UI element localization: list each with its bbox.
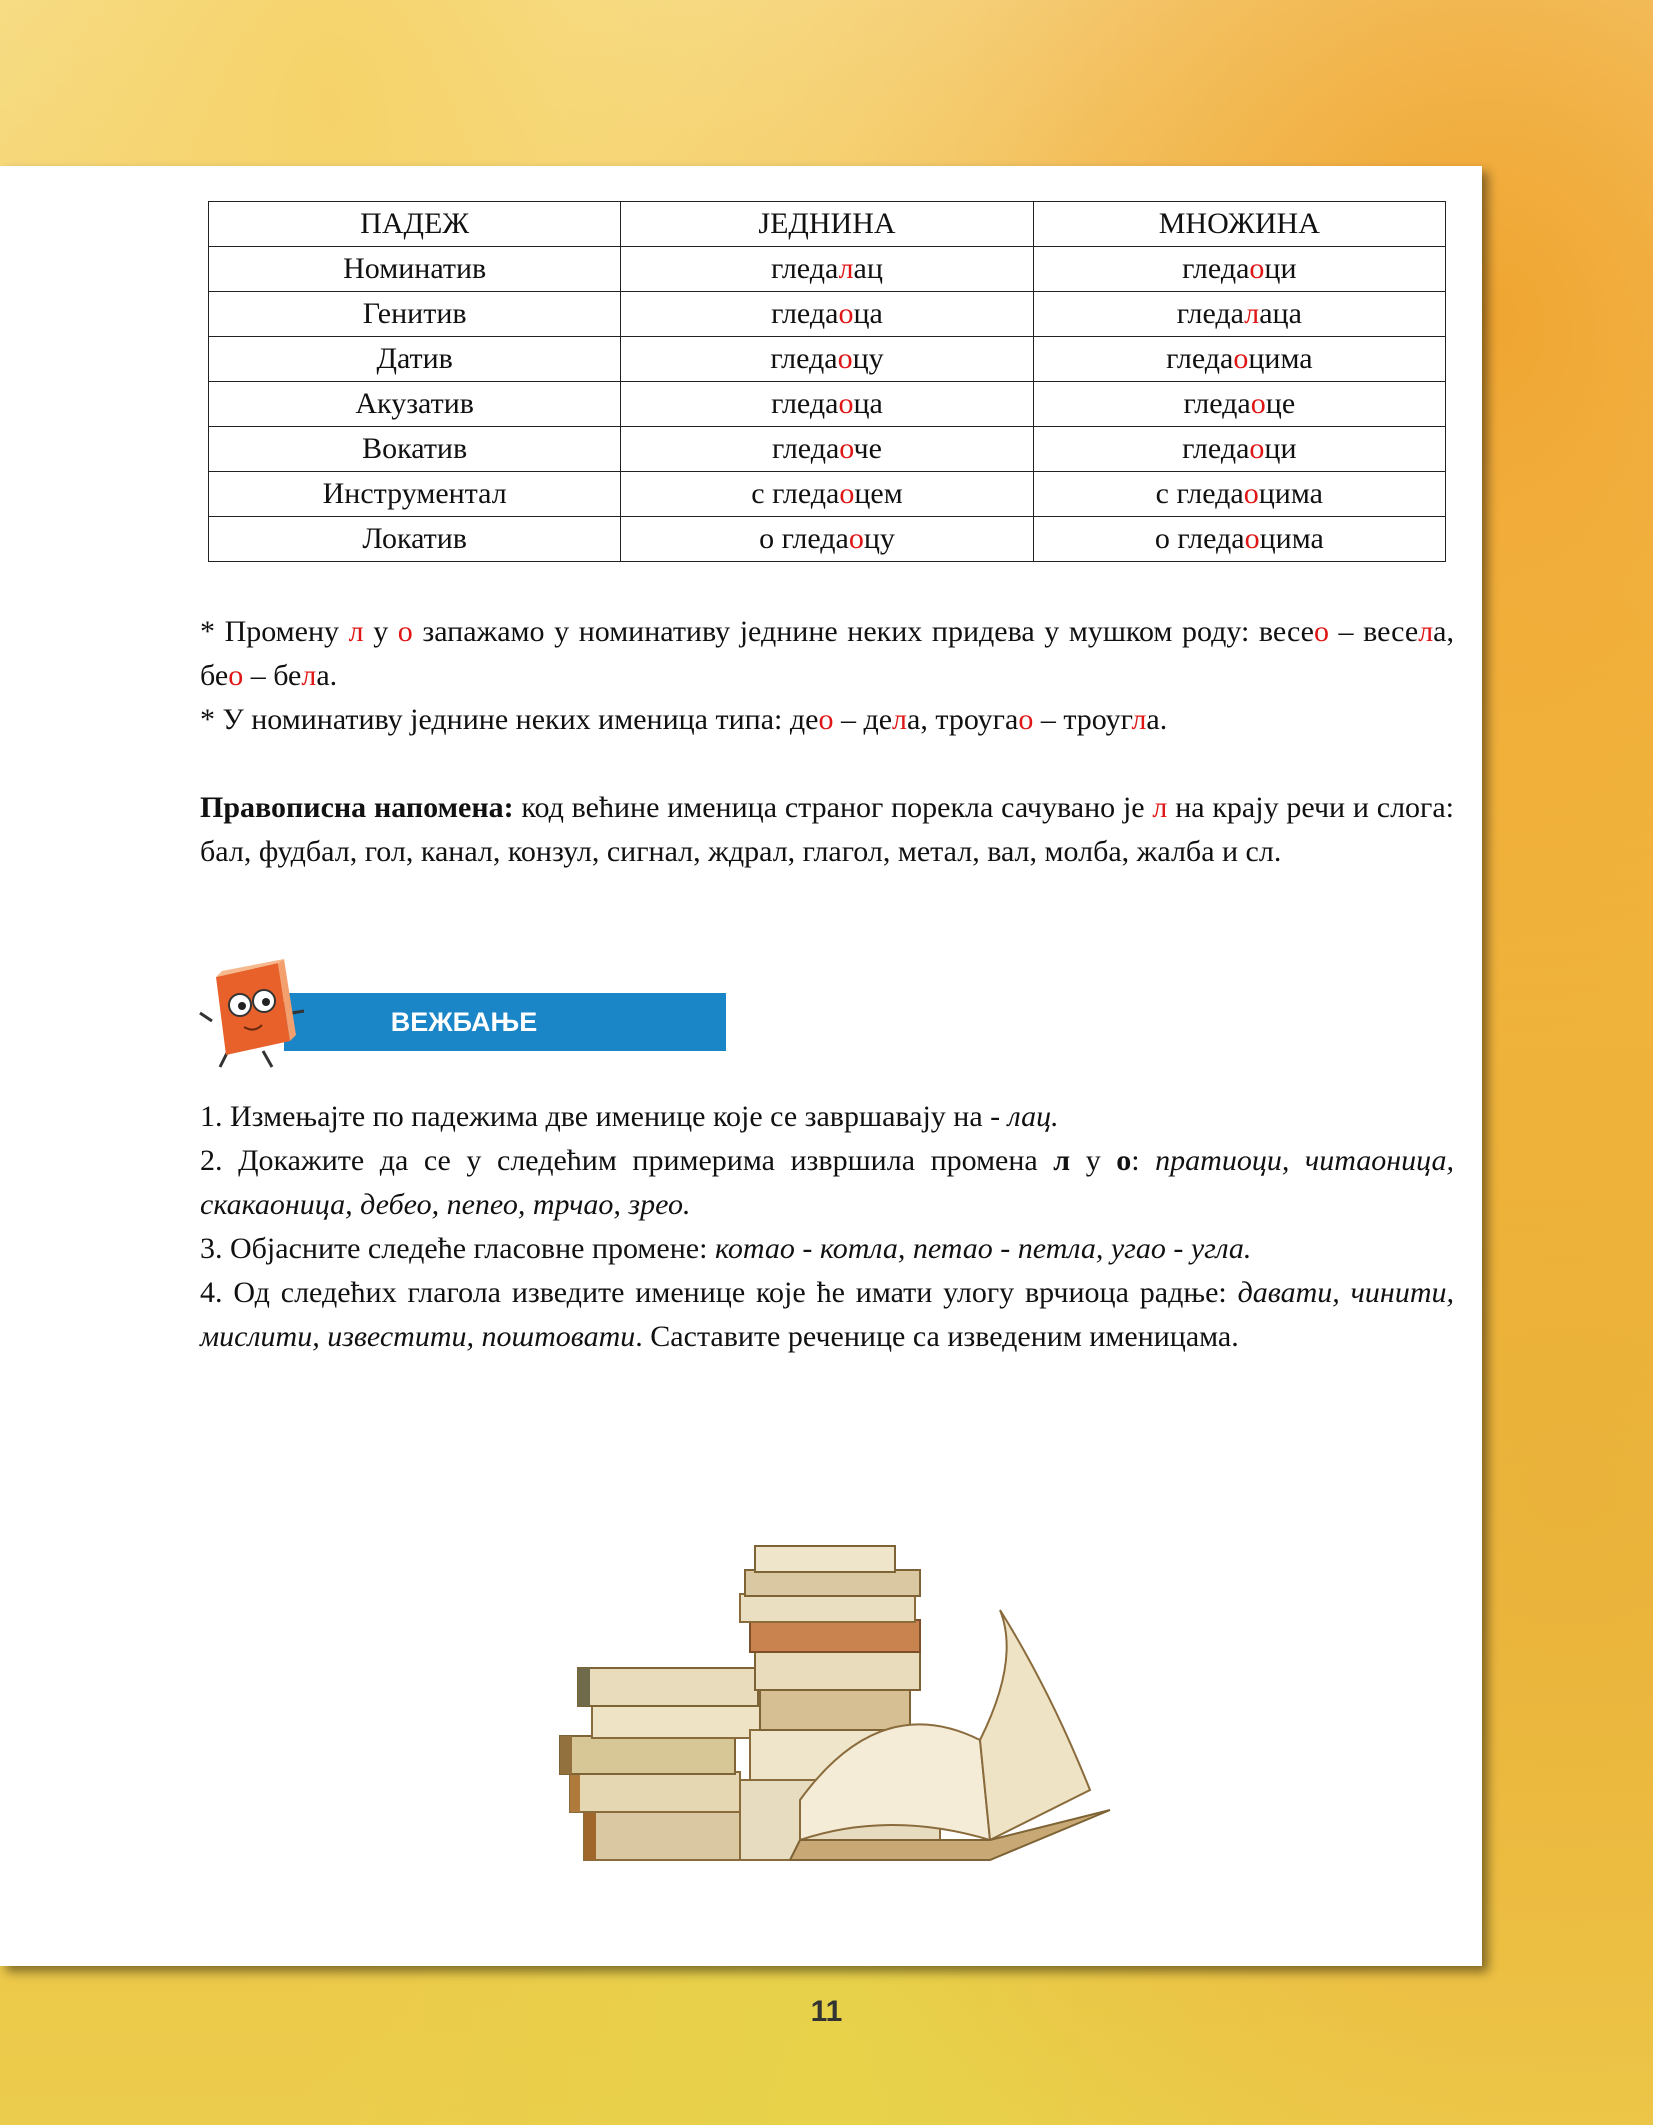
singular-form: о гледаоцу bbox=[621, 517, 1033, 562]
page-number: 11 bbox=[810, 1995, 843, 2028]
note-1: * Промену л у о запажамо у номинативу једнине неких придева у мушком роду: весео – весела, бео – бела. bbox=[200, 615, 1454, 692]
header-singular: ЈЕДНИНА bbox=[621, 202, 1033, 247]
exercise-4: 4. Од следећих глагола изведите именице које ће имати улогу врчиоца радње: давати, чинити, мислити, известити, поштовати. Саставите реченице са изведеним именицама. bbox=[200, 1276, 1454, 1353]
case-name: Инструментал bbox=[209, 472, 621, 517]
singular-form: с гледаоцем bbox=[621, 472, 1033, 517]
exercise-1: 1. Измењајте по падежима две именице које се завршавају на - лац. bbox=[200, 1100, 1059, 1133]
singular-form: гледаоцу bbox=[621, 337, 1033, 382]
table-row bbox=[209, 472, 1446, 517]
case-name: Датив bbox=[209, 337, 621, 382]
case-name: Номинатив bbox=[209, 247, 621, 292]
table-row bbox=[209, 247, 1446, 292]
singular-form: гледалац bbox=[621, 247, 1033, 292]
singular-form: гледаоца bbox=[621, 292, 1033, 337]
book-mascot-icon bbox=[198, 955, 318, 1073]
case-name: Вокатив bbox=[209, 427, 621, 472]
singular-form: гледаоче bbox=[621, 427, 1033, 472]
note-2: * У номинативу једнине неких именица типа: део – дела, троугао – троугла. bbox=[200, 703, 1168, 736]
table-row bbox=[209, 427, 1446, 472]
header-case: ПАДЕЖ bbox=[209, 202, 621, 247]
plural-form: гледаоце bbox=[1033, 382, 1445, 427]
table-row bbox=[209, 292, 1446, 337]
table-row bbox=[209, 337, 1446, 382]
plural-form: гледаоци bbox=[1033, 427, 1445, 472]
table-row bbox=[209, 517, 1446, 562]
plural-form: гледаоцима bbox=[1033, 337, 1445, 382]
singular-form: гледаоца bbox=[621, 382, 1033, 427]
exercise-2: 2. Докажите да се у следећим примерима извршила промена л у о: пратиоци, читаоница, скакаоница, дебео, пепео, трчао, зрео. bbox=[200, 1144, 1454, 1221]
exercise-banner bbox=[198, 955, 728, 1073]
exercise-3: 3. Објасните следеће гласовне промене: котао - котла, петао - петла, угао - угла. bbox=[200, 1232, 1252, 1265]
banner-label: ВЕЖБАЊЕ bbox=[390, 1007, 538, 1037]
case-name: Локатив bbox=[209, 517, 621, 562]
orthography-note: Правописна напомена: код већине именица страног порекла сачувано је л на крају речи и слога: бал, фудбал, гол, канал, конзул, сигнал, ждрал, глагол, метал, вал, молба, жалба и сл. bbox=[200, 791, 1454, 868]
plural-form: гледалаца bbox=[1033, 292, 1445, 337]
case-name: Генитив bbox=[209, 292, 621, 337]
notes-block bbox=[200, 610, 1454, 742]
header-plural: МНОЖИНА bbox=[1033, 202, 1445, 247]
exercises-list bbox=[200, 1095, 1454, 1359]
declension-table bbox=[208, 201, 1446, 562]
plural-form: с гледаоцима bbox=[1033, 472, 1445, 517]
table-header-row bbox=[209, 202, 1446, 247]
plural-form: гледаоци bbox=[1033, 247, 1445, 292]
table-row bbox=[209, 382, 1446, 427]
plural-form: о гледаоцима bbox=[1033, 517, 1445, 562]
books-stack-image bbox=[550, 1540, 1130, 1880]
case-name: Акузатив bbox=[209, 382, 621, 427]
